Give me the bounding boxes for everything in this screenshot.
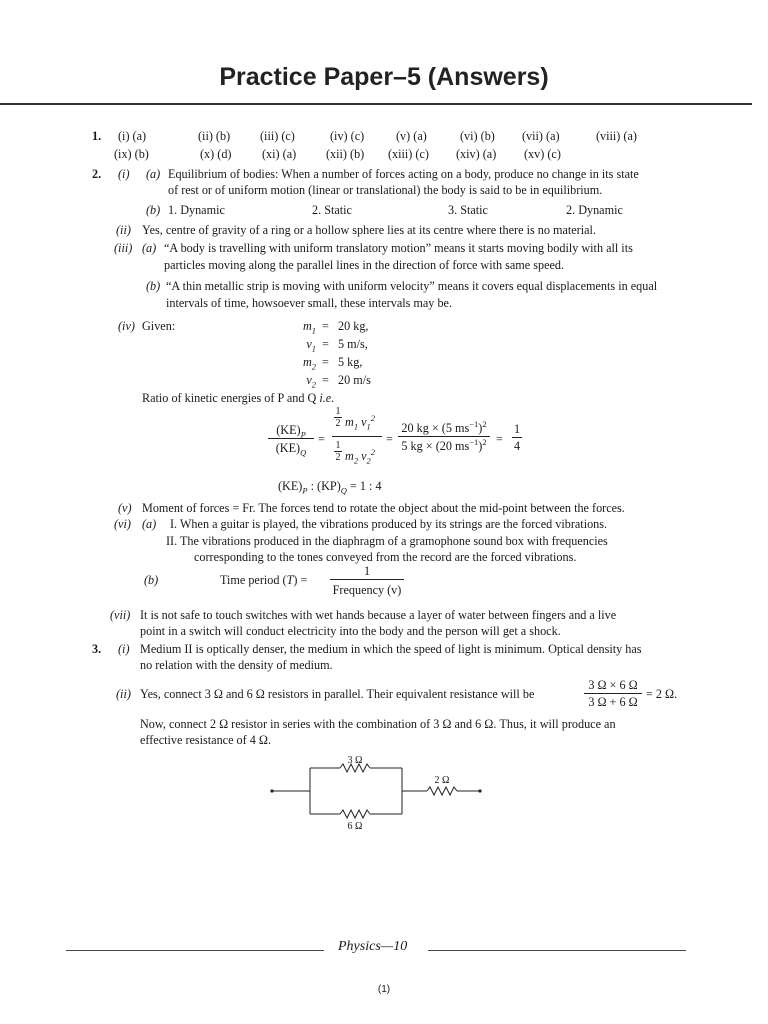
q1-answer: (xiii) (c) xyxy=(388,147,429,161)
q1-answer: (xii) (b) xyxy=(326,147,365,161)
ke-p: $(KE)_P$ xyxy=(268,422,314,439)
terminal-left xyxy=(270,789,273,792)
q1-answer: (ii) (b) xyxy=(198,129,231,143)
equiv-res-numerator: 3 Ω × 6 Ω xyxy=(584,677,642,694)
q1-answer: (xv) (c) xyxy=(524,147,561,161)
q2-iv-given: Given: xyxy=(142,319,176,333)
q2-i-b-item: 2. Dynamic xyxy=(566,203,623,217)
given-equals: = xyxy=(322,373,329,387)
given-value: 20 m/s xyxy=(338,373,371,387)
given-symbol: $v_2$ xyxy=(306,373,316,390)
q3-i-text: Medium II is optically denser, the medium in which the speed of light is minimum. Optical density has xyxy=(140,642,642,656)
q2-i-a-text: of rest or of uniform motion (linear or translational) the body is said to be in equilibrium. xyxy=(168,183,603,197)
page-number: (1) xyxy=(377,984,391,995)
q1-answer: (vi) (b) xyxy=(460,129,495,143)
q2-i-label: (i) xyxy=(118,167,130,181)
q3-i-text: no relation with the density of medium. xyxy=(140,658,333,672)
q2-iii-b-text: “A thin metallic strip is moving with uniform velocity” means it covers equal displacements in equal xyxy=(166,279,658,293)
q2-vi-b-label: (b) xyxy=(144,573,159,587)
m2v2-squared: $m_2$ $v_2^2$ xyxy=(345,446,376,466)
numeric-denominator: 5 kg × (20 $ms^{-1})^2$ xyxy=(401,436,487,453)
q3-ii-text: Yes, connect 3 Ω and 6 Ω resistors in parallel. Their equivalent resistance will be xyxy=(140,687,535,701)
q2-vii-text: It is not safe to touch switches with wet hands because a layer of water between fingers and a live xyxy=(140,608,617,622)
equals-sign: = xyxy=(386,432,393,446)
q3-ii-label: (ii) xyxy=(116,687,131,701)
q2-ii-label: (ii) xyxy=(116,223,131,237)
period-denominator: Frequency (v) xyxy=(332,583,402,597)
half-num: 1 xyxy=(335,406,341,417)
q1-answer: (viii) (a) xyxy=(596,129,637,143)
q3-number: 3. xyxy=(92,642,102,656)
q2-iii-a-text: “A body is travelling with uniform translatory motion” means it starts moving bodily with all its xyxy=(164,241,633,255)
q1-answer: (xiv) (a) xyxy=(456,147,497,161)
q2-iii-b-label: (b) xyxy=(146,279,161,293)
q2-iii-b-text: intervals of time, howsoever small, these intervals may be. xyxy=(166,296,452,310)
q2-iii-a-text: particles moving along the parallel lines in the direction of force with same speed. xyxy=(164,258,565,272)
q2-iii-a-label: (a) xyxy=(142,241,157,255)
given-equals: = xyxy=(322,355,329,369)
q2-number: 2. xyxy=(92,167,102,181)
given-symbol: $v_1$ xyxy=(306,337,316,354)
equals-sign: = xyxy=(318,432,325,446)
result-denominator: 4 xyxy=(513,439,521,453)
q3-now-text: Now, connect 2 Ω resistor in series with the combination of 3 Ω and 6 Ω. Thus, it will produce an xyxy=(140,717,616,731)
q1-answer: (v) (a) xyxy=(396,129,427,143)
title-divider xyxy=(0,103,752,105)
q2-i-a-label: (a) xyxy=(146,167,161,181)
m1v1-squared: $m_1$ $v_1^2$ xyxy=(345,412,376,432)
q2-iv-label: (iv) xyxy=(118,319,135,333)
resistor-6-ohm xyxy=(340,810,370,818)
q2-vii-label: (vii) xyxy=(110,608,131,622)
q2-vi-label: (vi) xyxy=(114,517,131,531)
q1-answer: (i) (a) xyxy=(118,129,147,143)
ke-q: $(KE)_Q$ xyxy=(275,441,307,458)
q2-v-text: Moment of forces = Fr. The forces tend to rotate the object about the mid-point between the forces. xyxy=(142,501,625,515)
footer-rule-left xyxy=(66,950,324,951)
ratio-text: Ratio of kinetic energies of P and Q i.e. xyxy=(142,391,335,405)
q2-i-b-item: 1. Dynamic xyxy=(168,203,225,217)
footer-subject: Physics—10 xyxy=(338,939,408,954)
given-value: 5 kg, xyxy=(338,355,363,369)
numeric-numerator: 20 kg × (5 $ms^{-1})^2$ xyxy=(398,420,490,437)
q2-vii-text: point in a switch will conduct electricity into the body and the person will get a shock. xyxy=(140,624,561,638)
q3-i-label: (i) xyxy=(118,642,130,656)
q1-answer: (xi) (a) xyxy=(262,147,297,161)
ke-half-mv2-top xyxy=(332,406,382,437)
given-symbol: $m_2$ xyxy=(302,355,316,372)
label-3-ohm: 3 Ω xyxy=(347,755,363,766)
q1-answer: (x) (d) xyxy=(200,147,232,161)
equiv-res-result: = 2 Ω. xyxy=(646,687,678,701)
page-title: Practice Paper–5 (Answers) xyxy=(219,63,549,91)
resistor-2-ohm xyxy=(427,787,457,795)
half-den: 2 xyxy=(335,418,341,429)
q1-answer: (ix) (b) xyxy=(114,147,149,161)
q2-i-a-text: Equilibrium of bodies: When a number of forces acting on a body, produce no change in its state xyxy=(168,167,639,181)
q1-answer: (vii) (a) xyxy=(522,129,560,143)
half-num: 1 xyxy=(335,440,341,451)
ke-half-mv2-bottom xyxy=(332,440,382,470)
q2-i-b-item: 2. Static xyxy=(312,203,352,217)
result-numerator: 1 xyxy=(513,422,521,436)
q1-answer: (iii) (c) xyxy=(260,129,295,143)
given-equals: = xyxy=(322,337,329,351)
q2-vi-a-ii: II. The vibrations produced in the diaphragm of a gramophone sound box with frequencies xyxy=(166,534,608,548)
terminal-right xyxy=(478,789,481,792)
q1-answer: (iv) (c) xyxy=(330,129,365,143)
q3-now-text: effective resistance of 4 Ω. xyxy=(140,733,271,747)
q2-iii-label: (iii) xyxy=(114,241,133,255)
q2-i-b-label: (b) xyxy=(146,203,161,217)
given-value: 20 kg, xyxy=(338,319,369,333)
period-numerator: 1 xyxy=(330,563,404,580)
half-den: 2 xyxy=(335,452,341,463)
q1-number: 1. xyxy=(92,129,102,143)
final-ke-ratio: $(KE)_P$ : $(KP)_Q = 1$ : 4 xyxy=(278,479,382,496)
equiv-res-denominator: 3 Ω + 6 Ω xyxy=(588,695,638,709)
q2-i-b-item: 3. Static xyxy=(448,203,488,217)
circuit-diagram xyxy=(262,752,492,832)
label-6-ohm: 6 Ω xyxy=(347,821,363,832)
given-symbol: $m_1$ xyxy=(302,319,316,336)
q2-vi-a-label: (a) xyxy=(142,517,157,531)
equals-sign: = xyxy=(496,432,503,446)
q2-vi-a-i: I. When a guitar is played, the vibrations produced by its strings are the forced vibrations. xyxy=(170,517,608,531)
given-equals: = xyxy=(322,319,329,333)
q2-v-label: (v) xyxy=(118,501,132,515)
q2-ii-text: Yes, centre of gravity of a ring or a hollow sphere lies at its centre where there is no material. xyxy=(142,223,596,237)
q2-vi-a-ii: corresponding to the tones conveyed from the record are the forced vibrations. xyxy=(194,550,577,564)
footer-rule-right xyxy=(428,950,686,951)
given-value: 5 m/s, xyxy=(338,337,368,351)
label-2-ohm: 2 Ω xyxy=(434,775,450,786)
q2-vi-b-text: Time period (T) = xyxy=(220,573,308,587)
